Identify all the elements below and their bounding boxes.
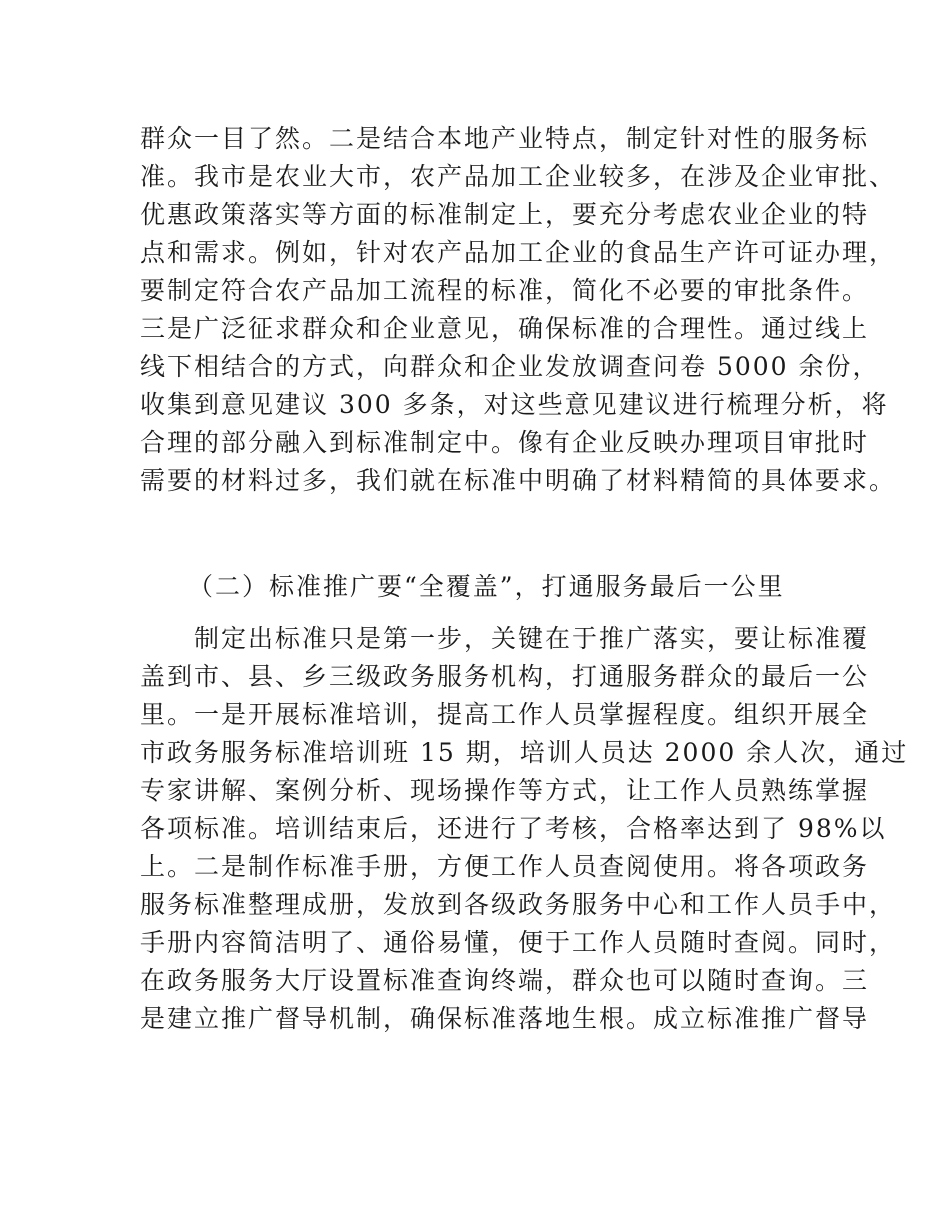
section-heading: （二）标准推广要“全覆盖”，打通服务最后一公里 (188, 572, 785, 601)
text-line: 是建立推广督导机制，确保标准落地生根。成立标准推广督导 (140, 1004, 870, 1033)
text-line: 收集到意见建议 300 多条，对这些意见建议进行梳理分析，将 (140, 390, 889, 419)
text-line: 点和需求。例如，针对农产品加工企业的食品生产许可证办理， (140, 238, 897, 267)
text-line: 群众一目了然。二是结合本地产业特点，制定针对性的服务标 (140, 124, 870, 153)
paragraph-standards-formulation (140, 120, 897, 500)
text-line: 三是广泛征求群众和企业意见，确保标准的合理性。通过线上 (140, 314, 870, 343)
text-line: 专家讲解、案例分析、现场操作等方式，让工作人员熟练掌握 (140, 776, 870, 805)
text-line: 上。二是制作标准手册，方便工作人员查阅使用。将各项政务 (140, 852, 870, 881)
text-line: 需要的材料过多，我们就在标准中明确了材料精简的具体要求。 (140, 466, 897, 495)
text-line: 准。我市是农业大市，农产品加工企业较多，在涉及企业审批、 (140, 162, 897, 191)
text-line: 各项标准。培训结束后，还进行了考核，合格率达到了 98%以 (140, 814, 887, 843)
text-line: 线下相结合的方式，向群众和企业发放调查问卷 5000 余份， (140, 352, 880, 381)
paragraph-standards-promotion (140, 620, 909, 1038)
text-line: 优惠政策落实等方面的标准制定上，要充分考虑农业企业的特 (140, 200, 870, 229)
text-line: 合理的部分融入到标准制定中。像有企业反映办理项目审批时 (140, 428, 870, 457)
text-line: 里。一是开展标准培训，提高工作人员掌握程度。组织开展全 (140, 700, 870, 729)
text-line: 要制定符合农产品加工流程的标准，简化不必要的审批条件。 (140, 276, 870, 305)
text-line: 市政务服务标准培训班 15 期，培训人员达 2000 余人次，通过 (140, 738, 909, 767)
text-line: 手册内容简洁明了、通俗易懂，便于工作人员随时查阅。同时， (140, 928, 897, 957)
text-line: 盖到市、县、乡三级政务服务机构，打通服务群众的最后一公 (140, 662, 870, 691)
text-line: 服务标准整理成册，发放到各级政务服务中心和工作人员手中， (140, 890, 897, 919)
text-line: 制定出标准只是第一步，关键在于推广落实，要让标准覆 (140, 624, 870, 653)
text-line: 在政务服务大厅设置标准查询终端，群众也可以随时查询。三 (140, 966, 870, 995)
